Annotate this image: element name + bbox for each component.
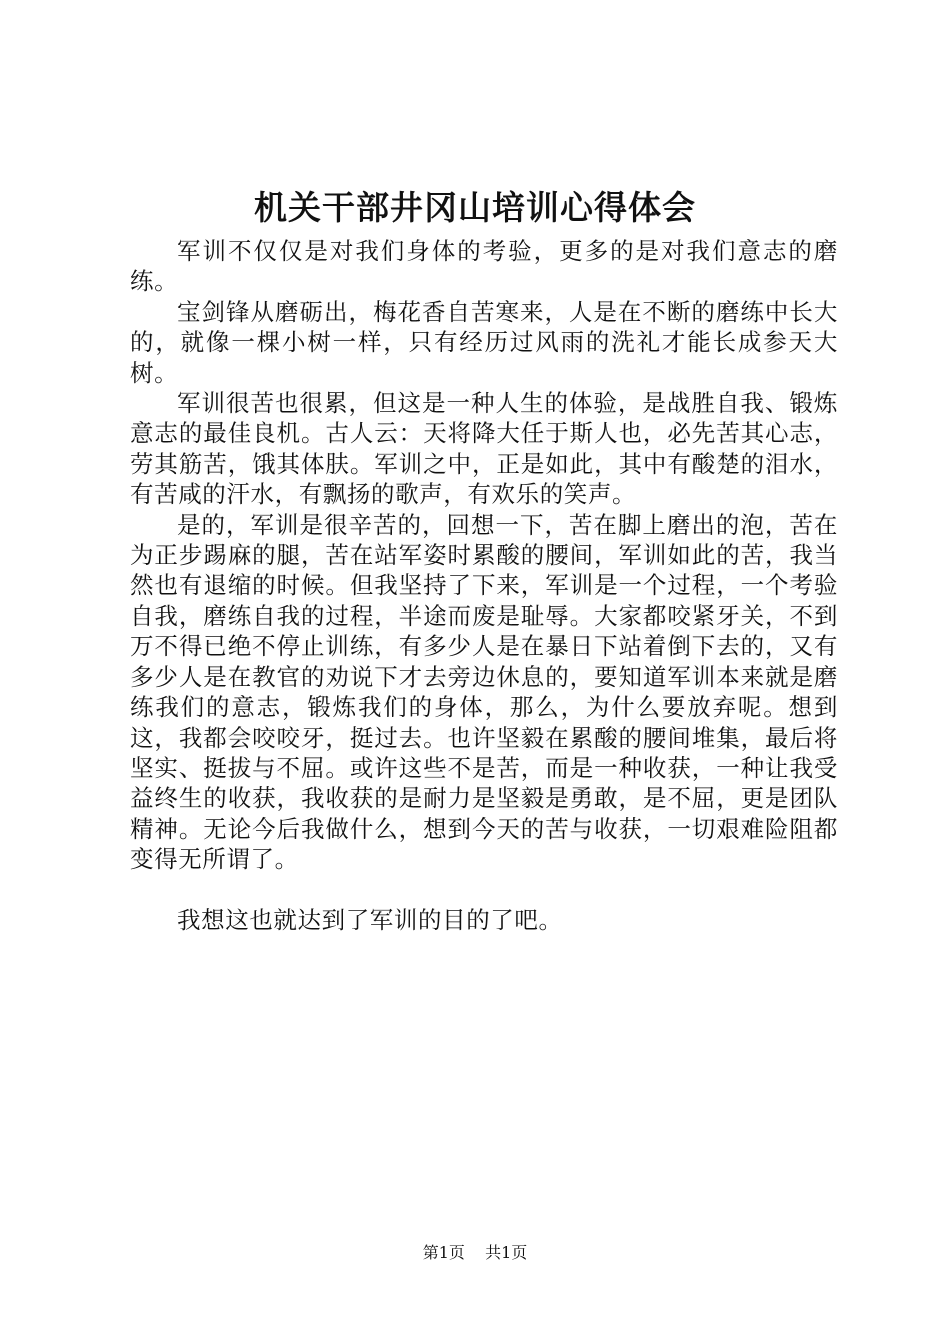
paragraph: 是的，军训是很辛苦的，回想一下，苦在脚上磨出的泡，苦在为正步踢麻的腿，苦在站军姿时累酸的腰间，军训如此的苦，我当然也有退缩的时候。但我坚持了下来，军训是一个过程，一个考验自我，磨练自我的过程，半途而废是耻辱。大家都咬紧牙关，不到万不得已绝不停止训练，有多少人是在暴日下站着倒下去的，又有多少人是在教官的劝说下才去旁边休息的，要知道军训本来就是磨练我们的意志，锻炼我们的身体，那么，为什么要放弃呢。想到这，我都会咬咬牙，挺过去。也许坚毅在累酸的腰间堆集，最后将坚实、挺拔与不屈。或许这些不是苦，而是一种收获，一种让我受益终生的收获，我收获的是耐力是坚毅是勇敢，是不屈，更是团队精神。无论今后我做什么，想到今天的苦与收获，一切艰难险阻都变得无所谓了。	[130, 510, 838, 874]
closing-paragraph: 我想这也就达到了军训的目的了吧。	[177, 905, 563, 934]
paragraph: 宝剑锋从磨砺出，梅花香自苦寒来，人是在不断的磨练中长大的，就像一棵小树一样，只有经历过风雨的洗礼才能长成参天大树。	[130, 297, 838, 387]
paragraph: 军训很苦也很累，但这是一种人生的体验，是战胜自我、锻炼意志的最佳良机。古人云：天将降大任于斯人也，必先苦其心志，劳其筋苦，饿其体肤。军训之中，正是如此，其中有酸楚的泪水，有苦咸的汗水，有飘扬的歌声，有欢乐的笑声。	[130, 389, 838, 509]
paragraph: 军训不仅仅是对我们身体的考验，更多的是对我们意志的磨练。	[130, 237, 838, 296]
document-body	[130, 236, 838, 935]
page-number-total: 共1页	[485, 1243, 528, 1262]
page-number-current: 第1页	[422, 1243, 465, 1262]
document-title: 机关干部井冈山培训心得体会	[254, 188, 696, 227]
page-footer	[0, 1242, 950, 1264]
